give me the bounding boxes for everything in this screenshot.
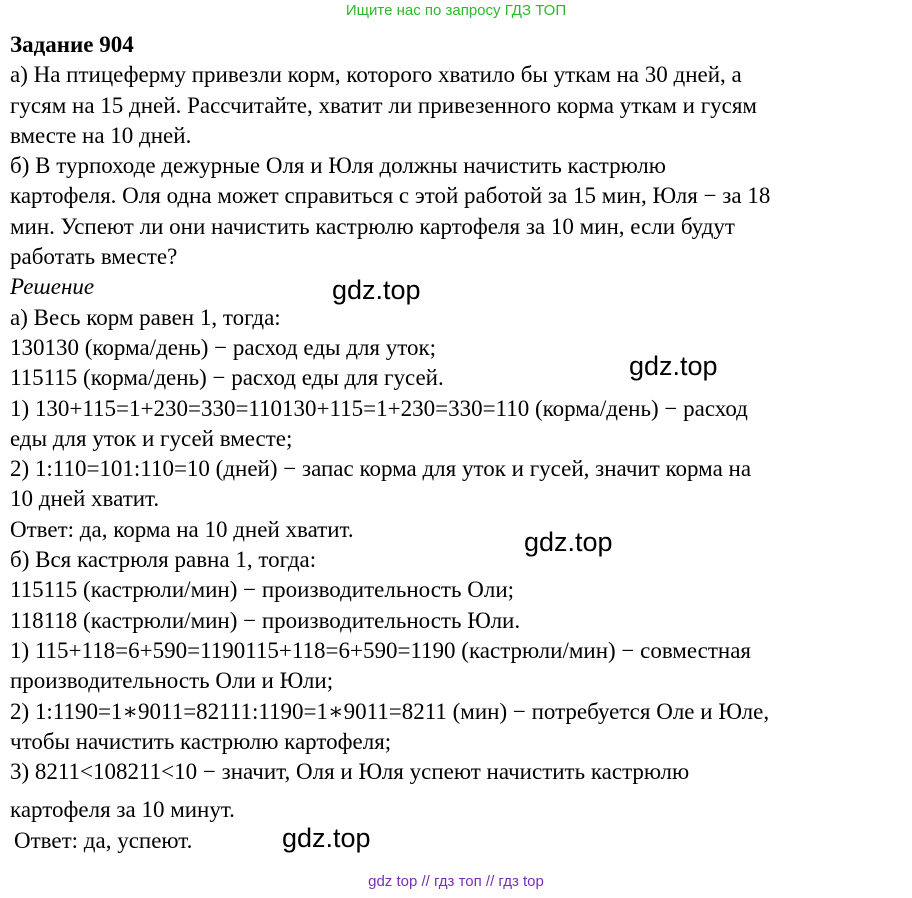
task-b (10, 151, 905, 272)
solution-b (10, 545, 905, 856)
solution-b-line: б) Вся кастрюля равна 1, тогда: (10, 547, 317, 573)
answer-b: Ответ: да, успеют. (14, 827, 193, 853)
task-a (10, 60, 905, 151)
solution-a-line: еды для уток и гусей вместе; (10, 425, 293, 451)
search-banner: Ищите нас по запросу ГДЗ ТОП (345, 2, 567, 19)
task-a-line: а) На птицеферму привезли корм, которого хватило бы уткам на 30 дней, а (10, 62, 742, 88)
solution-b-line: картофеля за 10 минут. (10, 797, 235, 823)
document-body (10, 30, 905, 856)
solution-b-line: 115115 (кастрюли/мин) − производительность Оли; (10, 577, 515, 603)
watermark: gdz.top (524, 527, 613, 557)
footer-watermark: gdz top // гдз топ // гдз top (368, 873, 544, 890)
solution-b-line: 3) 8211<108211<10 − значит, Оля и Юля успеют начистить кастрюлю (10, 759, 690, 785)
task-b-line: б) В турпоходе дежурные Оля и Юля должны начистить кастрюлю (10, 153, 666, 179)
solution-a-line: 130130 (корма/день) − расход еды для уток; (10, 334, 437, 360)
answer-a: Ответ: да, корма на 10 дней хватит. (10, 516, 354, 542)
watermark: gdz.top (332, 275, 421, 305)
task-b-line: работать вместе? (10, 244, 178, 270)
solution-b-line: 1) 115+118=6+590=1190115+118=6+590=1190 (кастрюли/мин) − совместная (10, 637, 751, 663)
watermark: gdz.top (282, 823, 371, 853)
solution-b-line: чтобы начистить кастрюлю картофеля; (10, 728, 392, 754)
solution-a-line: 1) 130+115=1+230=330=110130+115=1+230=330=110 (корма/день) − расход (10, 395, 748, 421)
solution-a-line: 115115 (корма/день) − расход еды для гусей. (10, 365, 444, 391)
solution-b-line: 2) 1:1190=1∗9011=82111:1190=1∗9011=8211 (мин) − потребуется Оле и Юле, (10, 698, 770, 724)
task-a-line: вместе на 10 дней. (10, 122, 192, 148)
task-a-line: гусям на 15 дней. Рассчитайте, хватит ли привезенного корма уткам и гусям (10, 92, 757, 118)
solution-b-line: производительность Оли и Юли; (10, 668, 334, 694)
watermark: gdz.top (629, 351, 718, 381)
solution-b-line: 118118 (кастрюли/мин) − производительность Юли. (10, 607, 521, 633)
solution-a-line: 10 дней хватит. (10, 486, 160, 512)
task-b-line: картофеля. Оля одна может справиться с этой работой за 15 мин, Юля − за 18 (10, 183, 771, 209)
task-title: Задание 904 (10, 32, 134, 57)
solution-a-line: а) Весь корм равен 1, тогда: (10, 304, 281, 330)
solution-label: Решение (10, 274, 95, 300)
task-b-line: мин. Успеют ли они начистить кастрюлю картофеля за 10 мин, если будут (10, 213, 735, 239)
solution-a (10, 303, 905, 545)
solution-a-line: 2) 1:110=101:110=10 (дней) − запас корма для уток и гусей, значит корма на (10, 456, 752, 482)
